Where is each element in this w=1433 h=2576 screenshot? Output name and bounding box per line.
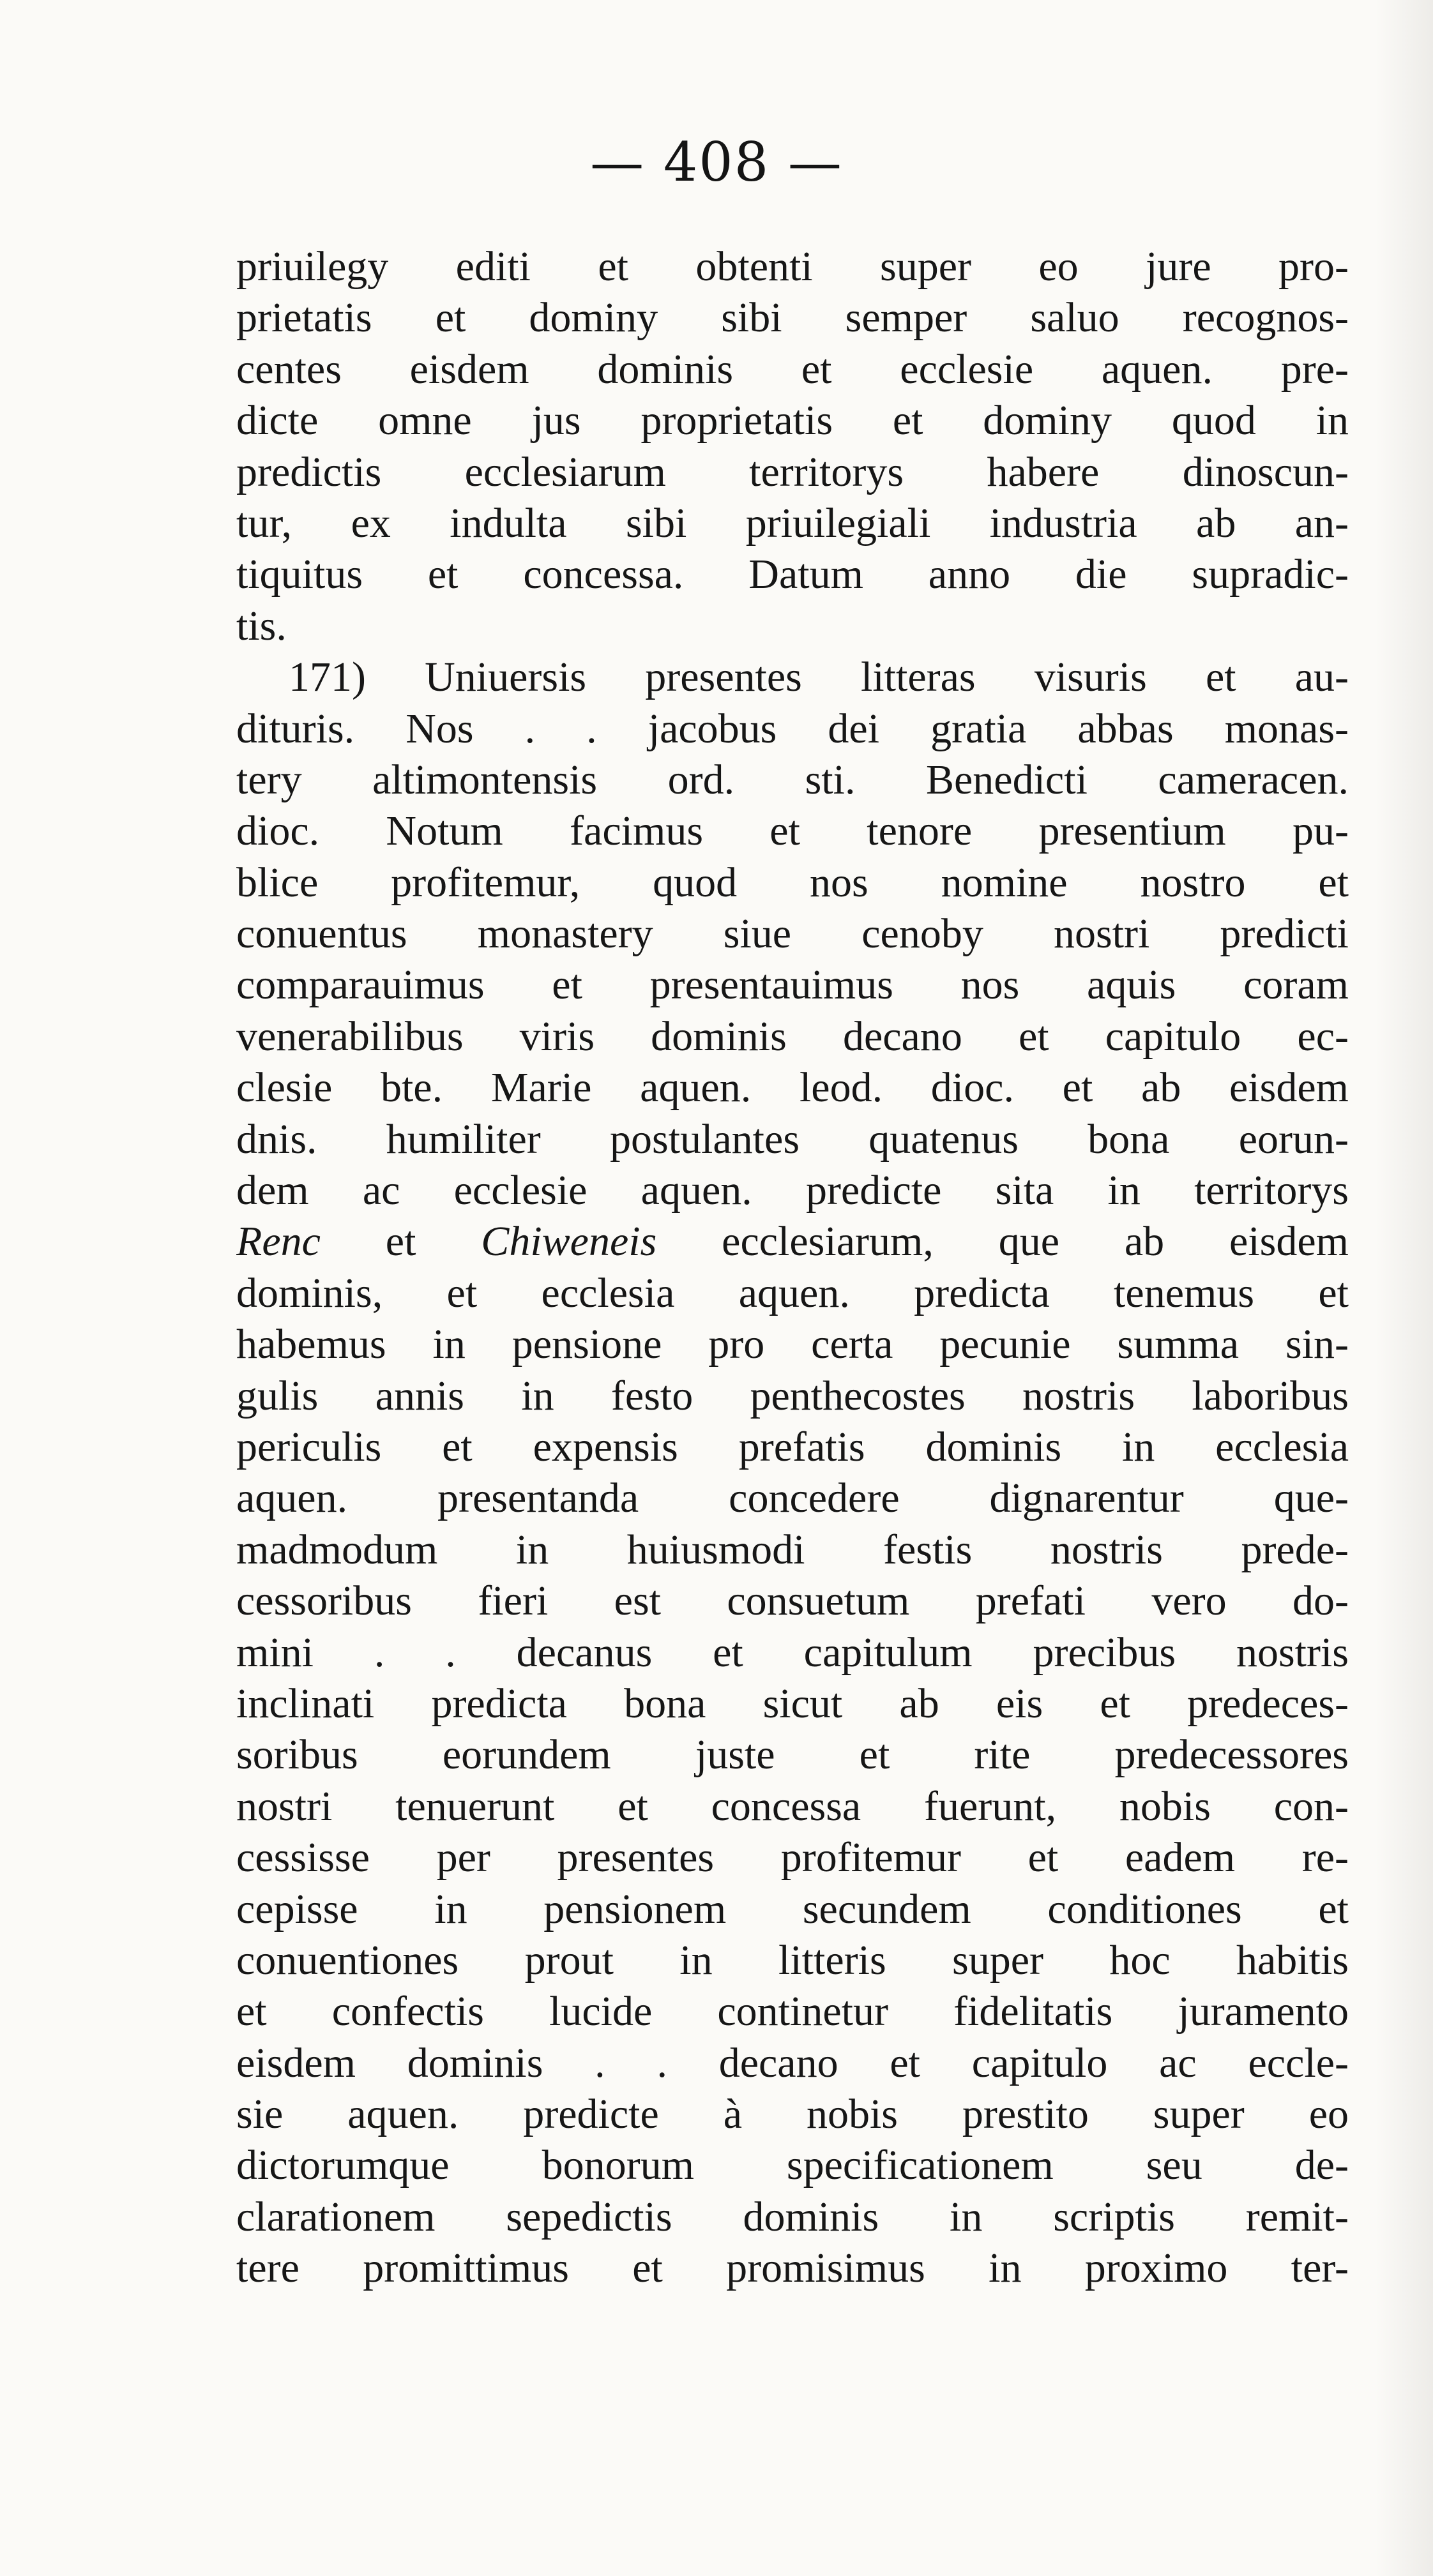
text-line: dioc. Notum facimus et tenore presentium pu- — [236, 808, 1349, 855]
text-line: centes eisdem dominis et ecclesie aquen. pre- — [236, 345, 1349, 393]
text-line: prietatis et dominy sibi semper saluo recognos- — [236, 294, 1349, 342]
text-line: predictis ecclesiarum territorys habere dinoscun- — [236, 448, 1349, 495]
text-line: tery altimontensis ord. sti. Benedicti cameracen. — [236, 756, 1349, 803]
text-line: periculis et expensis prefatis dominis in ecclesia — [236, 1423, 1349, 1470]
line-remainder: ecclesiarum, que ab eisdem — [656, 1218, 1349, 1265]
text-line: cepisse in pensionem secundem conditiones et — [236, 1885, 1349, 1932]
text-line: cessisse per presentes profitemur et eadem re- — [236, 1834, 1349, 1881]
text-line: blice profitemur, quod nos nomine nostro et — [236, 859, 1349, 906]
text-line: inclinati predicta bona sicut ab eis et predeces- — [236, 1680, 1349, 1727]
text-line-with-place-names — [236, 1216, 1349, 1267]
text-line: eisdem dominis . . decano et capitulo ac eccle- — [236, 2039, 1349, 2086]
text-line: habemus in pensione pro certa pecunie summa sin- — [236, 1321, 1349, 1368]
place-name-chiweneis: Chiweneis — [481, 1218, 657, 1265]
text-line: tiquitus et concessa. Datum anno die supradic- — [236, 551, 1349, 598]
line-connector: et — [320, 1218, 481, 1265]
text-line: et confectis lucide continetur fidelitatis juramento — [236, 1988, 1349, 2035]
text-line: sie aquen. predicte à nobis prestito super eo — [236, 2091, 1349, 2138]
text-line: dem ac ecclesie aquen. predicte sita in territorys — [236, 1167, 1349, 1214]
text-line: aquen. presentanda concedere dignarentur que- — [236, 1475, 1349, 1522]
text-line: clarationem sepedictis dominis in scriptis remit- — [236, 2193, 1349, 2240]
text-line: cessoribus fieri est consuetum prefati vero do- — [236, 1578, 1349, 1625]
text-line: soribus eorundem juste et rite predecessores — [236, 1731, 1349, 1779]
text-line: clesie bte. Marie aquen. leod. dioc. et ab eisdem — [236, 1064, 1349, 1111]
text-line: conuentiones prout in litteris super hoc habitis — [236, 1936, 1349, 1984]
text-line: mini . . decanus et capitulum precibus nostris — [236, 1629, 1349, 1676]
text-line: tere promittimus et promisimus in proximo ter- — [236, 2245, 1349, 2292]
text-line: dictorumque bonorum specificationem seu de- — [236, 2142, 1349, 2189]
text-line: madmodum in huiusmodi festis nostris prede- — [236, 1526, 1349, 1573]
text-line: dnis. humiliter postulantes quatenus bona eorun- — [236, 1115, 1349, 1163]
page-edge-shadow — [1376, 0, 1433, 2576]
text-line: gulis annis in festo penthecostes nostris laboribus — [236, 1372, 1349, 1419]
text-line: nostri tenuerunt et concessa fuerunt, nobis con- — [236, 1782, 1349, 1830]
text-line: dicte omne jus proprietatis et dominy quod in — [236, 397, 1349, 444]
text-line: dominis, et ecclesia aquen. predicta tenemus et — [236, 1269, 1349, 1316]
text-line: dituris. Nos . . jacobus dei gratia abbas monas- — [236, 705, 1349, 752]
text-line: conuentus monastery siue cenoby nostri predicti — [236, 910, 1349, 958]
text-line: comparauimus et presentauimus nos aquis coram — [236, 961, 1349, 1009]
place-name-renc: Renc — [236, 1218, 321, 1265]
text-line: tur, ex indulta sibi priuilegiali industria ab an- — [236, 499, 1349, 546]
text-line: tis. — [236, 602, 287, 649]
body-text — [236, 241, 1349, 2294]
text-line: venerabilibus viris dominis decano et capitulo ec- — [236, 1013, 1349, 1060]
page-number: — 408 — — [590, 131, 843, 193]
text-line: priuilegy editi et obtenti super eo jure pro- — [236, 243, 1349, 290]
document-entry-start: 171) Uniuersis presentes litteras visuris et au- — [289, 654, 1349, 701]
